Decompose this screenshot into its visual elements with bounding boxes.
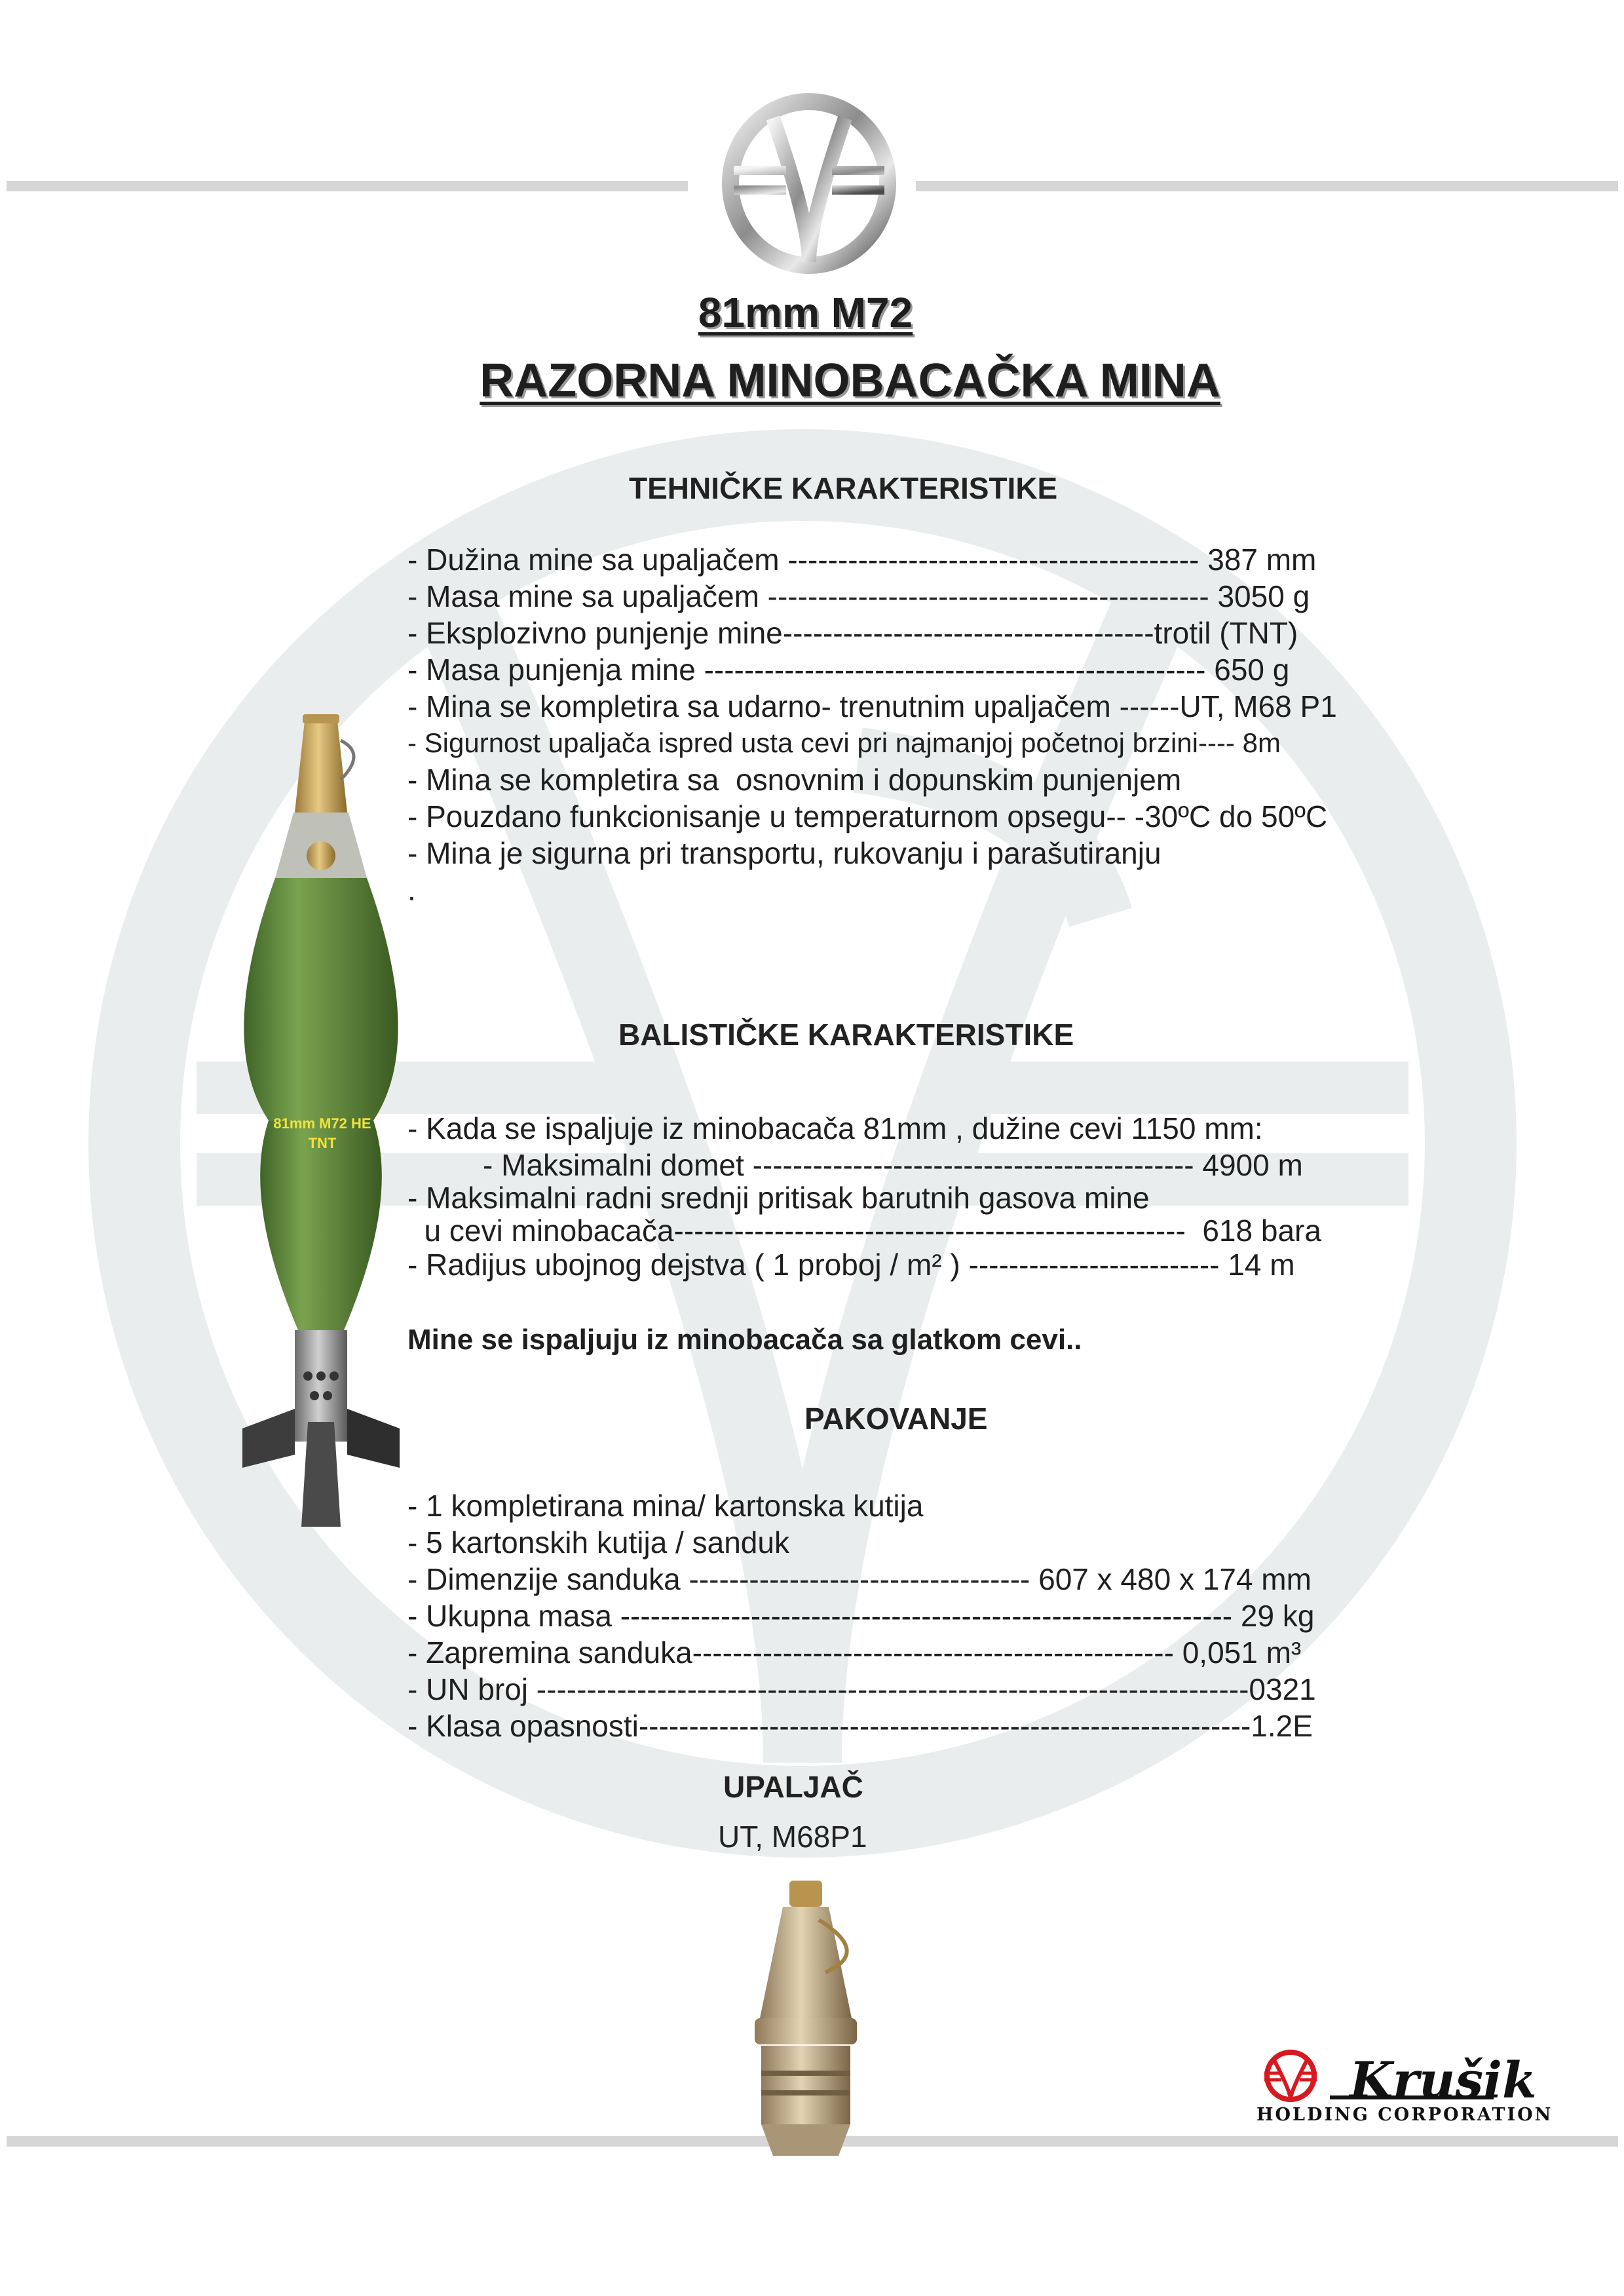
spec-transport: - Mina je sigurna pri transportu, rukovanju i parašutiranju: [407, 836, 1161, 870]
pack-dimensions: - Dimenzije sanduka ---------------------------------- 607 x 480 x 174 mm: [407, 1562, 1312, 1596]
pack-per-crate: - 5 kartonskih kutija / sanduk: [407, 1525, 789, 1559]
company-logo: [721, 92, 897, 275]
product-code-title: 81mm M72: [698, 289, 913, 336]
ballistic-pressure: - Maksimalni radni srednji pritisak barutnih gasova mine: [407, 1181, 1150, 1215]
brand-name: Krušik: [1350, 2051, 1537, 2109]
mortar-marking-line2: TNT: [308, 1135, 337, 1151]
mortar-marking-line1: 81mm M72 HE: [273, 1115, 371, 1132]
pack-total-mass: - Ukupna masa ------------------------------------------------------------- 29 kg: [407, 1599, 1315, 1633]
smooth-bore-note: Mine se ispaljuju iz minobacača sa glatkom cevi..: [407, 1324, 1082, 1356]
spec-mass: - Masa mine sa upaljačem -------------------------------------------- 3050 g: [407, 579, 1310, 613]
spec-dot: .: [407, 873, 416, 907]
top-rule-left: [7, 181, 688, 191]
packaging-heading: PAKOVANJE: [804, 1402, 988, 1436]
pack-hazard-class: - Klasa opasnosti-------------------------------------------------------------1.2E: [407, 1709, 1313, 1743]
spec-propellant: - Mina se kompletira sa osnovnim i dopunskim punjenjem: [407, 763, 1182, 797]
pack-volume: - Zapremina sanduka------------------------------------------------ 0,051 m³: [407, 1636, 1302, 1670]
top-rule-right: [916, 181, 1618, 191]
ballistic-pressure-value: u cevi minobacača--------------------------------------------------- 618 bara: [407, 1214, 1321, 1248]
mortar-marking: [244, 1114, 401, 1153]
product-name-title: RAZORNA MINOBACAČKA MINA: [480, 354, 1220, 407]
pack-per-box: - 1 kompletirana mina/ kartonska kutija: [407, 1489, 924, 1523]
spec-fuze: - Mina se kompletira sa udarno- trenutnim upaljačem ------UT, M68 P1: [407, 689, 1337, 723]
fuze-heading: UPALJAČ: [723, 1770, 863, 1804]
brand-subtitle: HOLDING CORPORATION: [1256, 2105, 1553, 2125]
spec-temperature: - Pouzdano funkcionisanje u temperaturnom opsegu-- -30ºC do 50ºC: [407, 799, 1328, 833]
ballistic-range: - Maksimalni domet -------------------------------------------- 4900 m: [407, 1148, 1303, 1182]
spec-safety: - Sigurnost upaljača ispred usta cevi pri najmanjoj početnoj brzini---- 8m: [407, 727, 1281, 758]
fuze-model: UT, M68P1: [718, 1820, 867, 1854]
technical-heading: TEHNIČKE KARAKTERISTIKE: [629, 471, 1058, 505]
ballistic-heading: BALISTIČKE KARAKTERISTIKE: [618, 1018, 1074, 1052]
spec-charge-mass: - Masa punjenja mine -------------------------------------------------- 650 g: [407, 653, 1290, 687]
spec-length: - Dužina mine sa upaljačem ----------------------------------------- 387 mm: [407, 543, 1317, 577]
ballistic-radius: - Radijus ubojnog dejstva ( 1 proboj / m² ) ------------------------- 14 m: [407, 1248, 1295, 1282]
fuze-image: [721, 1874, 891, 2162]
spec-explosive: - Eksplozivno punjenje mine-------------------------------------trotil (TNT): [407, 616, 1298, 650]
ballistic-barrel: - Kada se ispaljuje iz minobacača 81mm , dužine cevi 1150 mm:: [407, 1111, 1263, 1145]
pack-un-number: - UN broj -----------------------------------------------------------------------0321: [407, 1672, 1316, 1706]
